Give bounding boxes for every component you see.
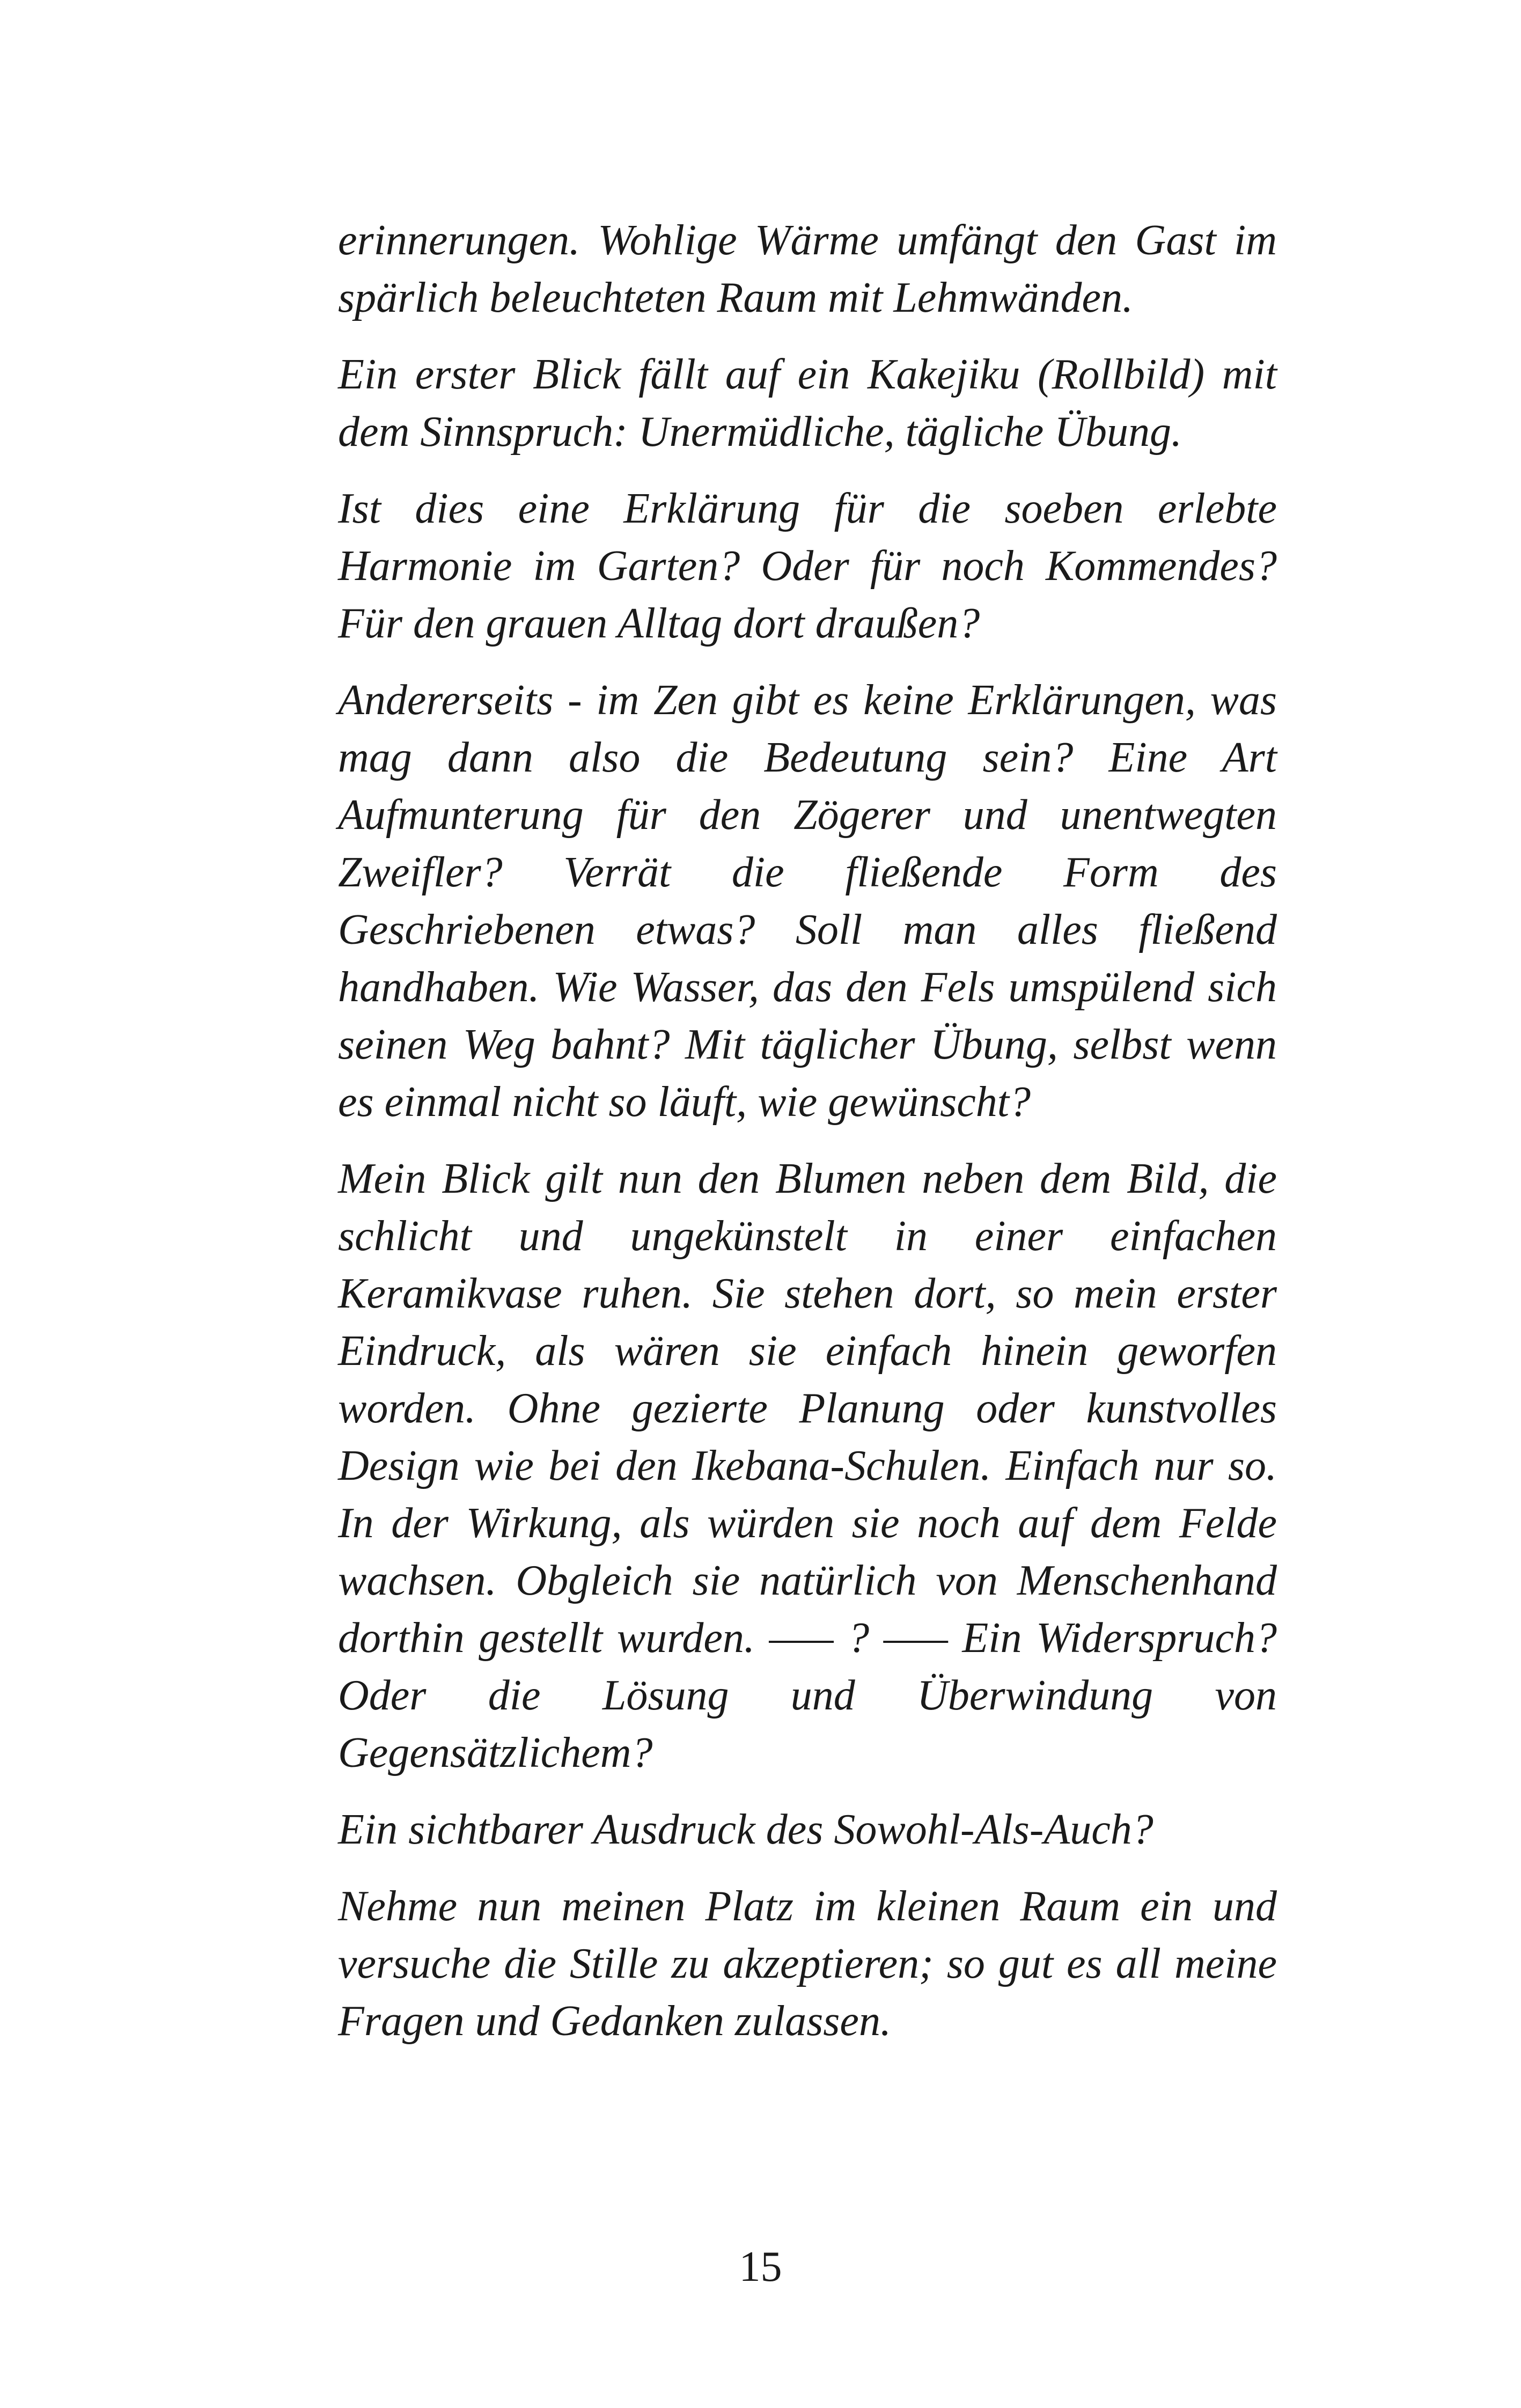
paragraph: Ein sichtbarer Ausdruck des Sowohl-Als-Auch? [338, 1806, 1153, 1853]
paragraph: erinnerungen. Wohlige Wärme umfängt den Gast im spärlich beleuchteten Raum mit Lehmwänden. [338, 217, 1277, 321]
page-number: 15 [739, 2243, 782, 2290]
paragraph: Nehme nun meinen Platz im kleinen Raum ein und versuche die Stille zu akzeptieren; so gut es all meine Fragen und Gedanken zulassen. [338, 1883, 1277, 2045]
paragraph: Ist dies eine Erklärung für die soeben erlebte Harmonie im Garten? Oder für noch Kommendes? Für den grauen Alltag dort draußen? [338, 485, 1277, 647]
body-text [338, 212, 1277, 2069]
paragraph: Mein Blick gilt nun den Blumen neben dem Bild, die schlicht und ungekünstelt in einer einfachen Keramikvase ruhen. Sie stehen dort, so mein erster Eindruck, als wären sie einfach hinein geworfen worden. Ohne gezierte Planung oder kunstvolles Design wie bei den Ikebana-Schulen. Einfach nur so. In der Wirkung, als würden sie noch auf dem Felde wachsen. Obgleich sie natürlich von Menschenhand dorthin gestellt wurden. ––– ? ––– Ein Widerspruch? Oder die Lösung und Überwindung von Gegensätzlichem? [338, 1155, 1277, 1776]
paragraph: Ein erster Blick fällt auf ein Kakejiku (Rollbild) mit dem Sinnspruch: Unermüdliche, tägliche Übung. [338, 351, 1277, 456]
paragraph: Andererseits - im Zen gibt es keine Erklärungen, was mag dann also die Bedeutung sein? Eine Art Aufmunterung für den Zögerer und unentwegten Zweifler? Verrät die fließende Form des Geschriebenen etwas? Soll man alles fließend handhaben. Wie Wasser, das den Fels umspülend sich seinen Weg bahnt? Mit täglicher Übung, selbst wenn es einmal nicht so läuft, wie gewünscht? [338, 677, 1277, 1126]
